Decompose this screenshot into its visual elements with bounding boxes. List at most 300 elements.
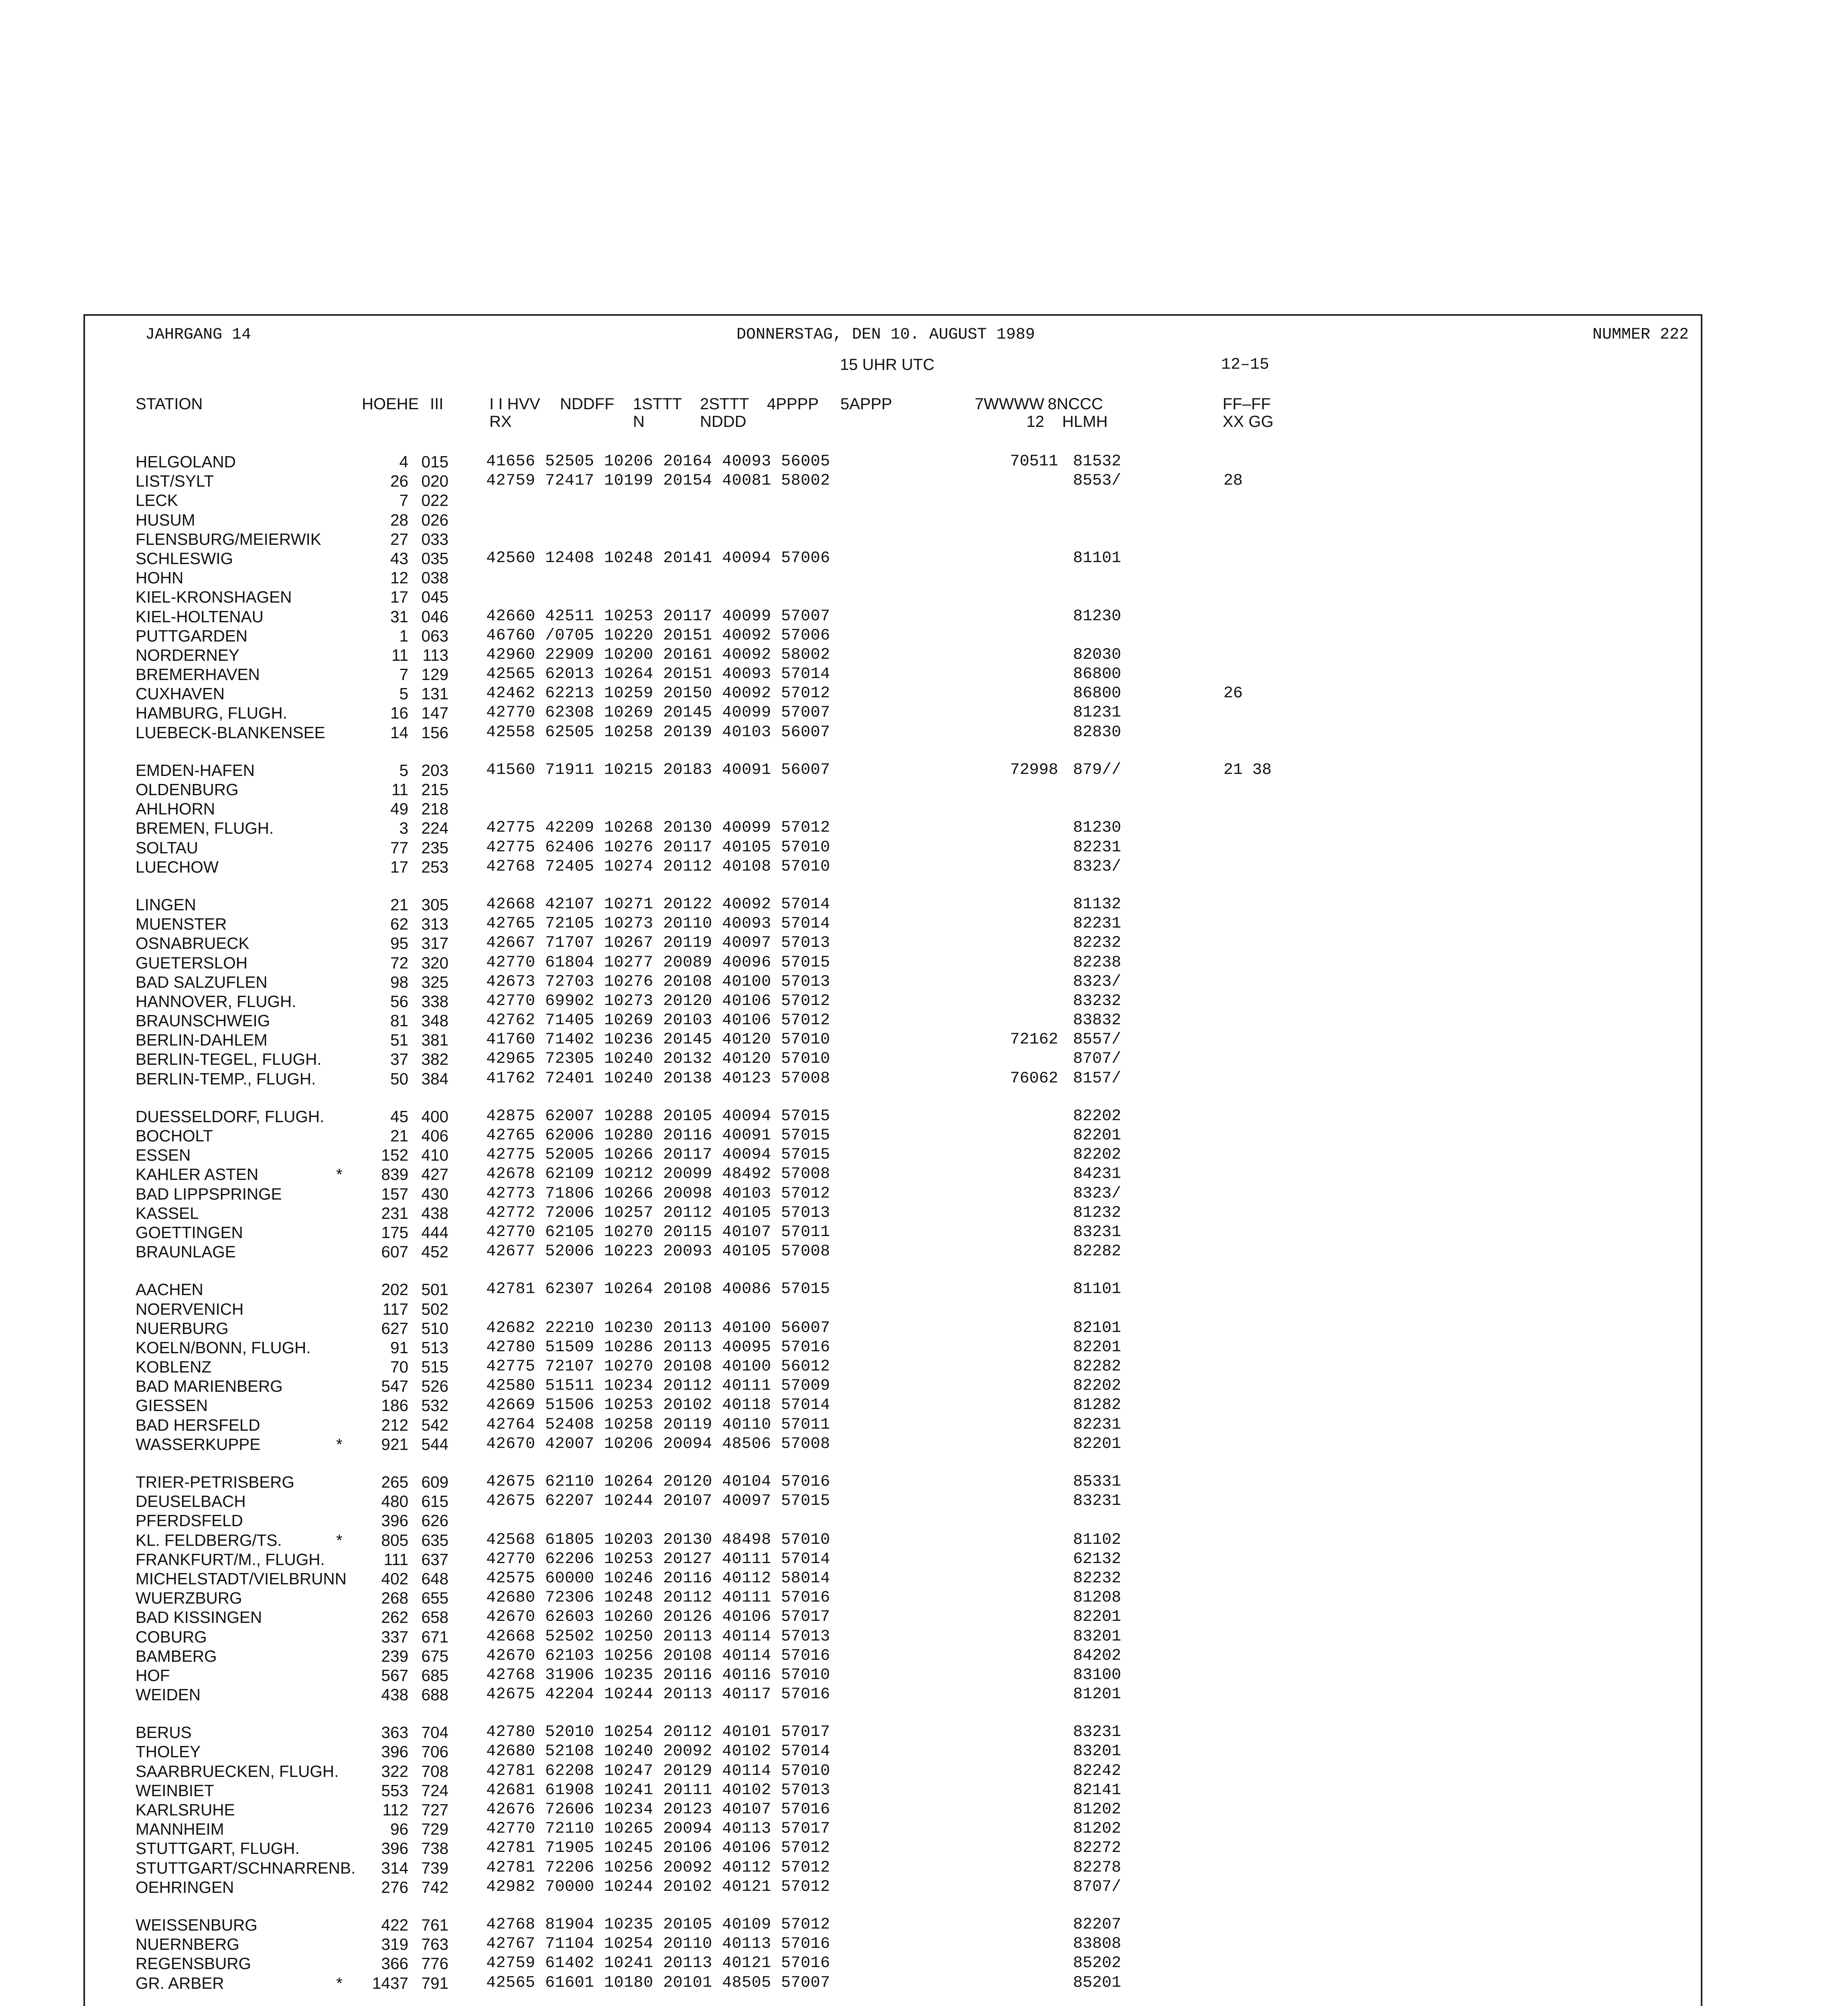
- station-height: 11: [391, 646, 408, 664]
- table-row: [136, 1050, 1299, 1069]
- table-row: [136, 530, 1299, 549]
- table-row: [136, 934, 1299, 953]
- station-id: 038: [421, 569, 448, 587]
- table-row: [136, 607, 1299, 626]
- station-height: 7: [399, 491, 408, 510]
- synop-groups: 42675 42204 10244 20113 40117 57016: [486, 1685, 830, 1704]
- synop-groups: 42772 72006 10257 20112 40105 57013: [486, 1204, 830, 1222]
- station-height: 72: [390, 953, 408, 972]
- station-name: BAD LIPPSPRINGE: [136, 1184, 282, 1203]
- cloud-code: 8707/: [1073, 1878, 1122, 1896]
- table-row: [136, 1011, 1299, 1030]
- station-group: [136, 1107, 1299, 1262]
- station-group: [136, 1472, 1299, 1704]
- station-group: [136, 1915, 1299, 1993]
- synop-groups: 42677 52006 10223 20093 40105 57008: [486, 1243, 830, 1261]
- station-height: 805: [381, 1531, 408, 1549]
- synop-groups: 42765 72105 10273 20110 40093 57014: [486, 915, 830, 933]
- synop-groups: 42960 22909 10200 20161 40092 58002: [486, 646, 830, 664]
- cloud-code: 83100: [1073, 1666, 1122, 1684]
- cloud-code: 83201: [1073, 1627, 1122, 1646]
- synop-groups: 42765 62006 10280 20116 40091 57015: [486, 1127, 830, 1145]
- table-row: [136, 1299, 1299, 1319]
- station-id: 655: [421, 1589, 448, 1608]
- synop-groups: 42764 52408 10258 20119 40110 57011: [486, 1415, 830, 1434]
- table-row: [136, 587, 1299, 607]
- cloud-code: 85202: [1073, 1954, 1122, 1973]
- table-row: [136, 799, 1299, 818]
- synop-groups: 42770 69902 10273 20120 40106 57012: [486, 992, 830, 1010]
- station-name: WEISSENBURG: [136, 1915, 258, 1934]
- station-name: KOELN/BONN, FLUGH.: [136, 1338, 311, 1357]
- table-row: [136, 1685, 1299, 1704]
- station-name: GOETTINGEN: [136, 1223, 243, 1242]
- station-height: 7: [399, 665, 408, 684]
- station-name: FLENSBURG/MEIERWIK: [136, 530, 321, 548]
- station-height: 112: [382, 1801, 408, 1819]
- cloud-code: 8157/: [1073, 1069, 1122, 1088]
- station-height: 16: [390, 704, 408, 723]
- table-row: [136, 1569, 1299, 1588]
- station-height: 262: [381, 1608, 408, 1627]
- cloud-code: 82207: [1073, 1915, 1122, 1934]
- col-group3: 1STTT N: [633, 395, 682, 430]
- station-height: 157: [381, 1184, 408, 1203]
- table-row: [136, 818, 1299, 838]
- station-name: BREMEN, FLUGH.: [136, 819, 274, 838]
- station-id: 513: [421, 1338, 448, 1357]
- station-height: 11: [391, 780, 408, 799]
- station-id: 215: [421, 780, 448, 799]
- wind-extra: 26: [1223, 684, 1243, 703]
- cloud-code: 83201: [1073, 1742, 1122, 1761]
- station-id: 763: [421, 1935, 448, 1954]
- station-name: LUECHOW: [136, 857, 219, 876]
- station-height: 4: [399, 453, 408, 471]
- cloud-code: 82232: [1073, 934, 1122, 952]
- station-name: WUERZBURG: [136, 1589, 242, 1608]
- station-name: SOLTAU: [136, 838, 199, 857]
- synop-groups: 42558 62505 10258 20139 40103 56007: [486, 723, 830, 741]
- station-id: 501: [421, 1280, 448, 1299]
- station-name: HOHN: [136, 569, 184, 587]
- station-id: 515: [421, 1358, 448, 1377]
- table-row: [136, 723, 1299, 742]
- station-id: 658: [421, 1608, 448, 1627]
- station-name: BAD KISSINGEN: [136, 1608, 262, 1627]
- cloud-code: 83231: [1073, 1723, 1122, 1742]
- station-id: 026: [421, 510, 448, 529]
- col-group6: 5APPP: [840, 395, 892, 413]
- station-id: 113: [422, 646, 448, 664]
- cloud-code: 82232: [1073, 1569, 1122, 1588]
- station-height: 438: [381, 1685, 408, 1704]
- station-name: DEUSELBACH: [136, 1492, 246, 1511]
- table-row: [136, 1762, 1299, 1781]
- date-label: DONNERSTAG, DEN 10. AUGUST 1989: [736, 326, 1035, 344]
- station-name: HAMBURG, FLUGH.: [136, 704, 288, 723]
- station-name: THOLEY: [136, 1742, 201, 1761]
- station-name: HUSUM: [136, 510, 195, 529]
- synop-groups: 42560 12408 10248 20141 40094 57006: [486, 549, 830, 567]
- col-group2: NDDFF: [560, 395, 615, 413]
- station-height: 480: [381, 1492, 408, 1511]
- station-name: BAMBERG: [136, 1647, 217, 1665]
- cloud-code: 82238: [1073, 953, 1122, 972]
- weather-code: 72162: [1010, 1031, 1058, 1049]
- synop-groups: 42781 62208 10247 20129 40114 57010: [486, 1762, 830, 1780]
- station-id: 338: [421, 992, 448, 1011]
- station-height: 45: [390, 1107, 408, 1126]
- station-id: 510: [421, 1319, 448, 1338]
- mountain-marker: *: [336, 1165, 343, 1184]
- synop-groups: 42768 31906 10235 20116 40116 57010: [486, 1666, 830, 1684]
- table-row: [136, 1242, 1299, 1261]
- issue-number: NUMMER 222: [1592, 326, 1689, 344]
- cloud-code: 81101: [1073, 549, 1122, 567]
- station-height: 627: [381, 1319, 408, 1338]
- synop-groups: 42673 72703 10276 20108 40100 57013: [486, 973, 830, 991]
- station-height: 921: [381, 1435, 408, 1454]
- station-name: GUETERSLOH: [136, 953, 248, 972]
- station-id: 675: [421, 1647, 448, 1665]
- table-row: [136, 1878, 1299, 1897]
- time-range-label: 12–15: [1221, 356, 1270, 374]
- station-name: DUESSELDORF, FLUGH.: [136, 1107, 325, 1126]
- synop-groups: 42875 62007 10288 20105 40094 57015: [486, 1107, 830, 1125]
- station-name: NOERVENICH: [136, 1299, 244, 1318]
- synop-groups: 42781 62307 10264 20108 40086 57015: [486, 1280, 830, 1299]
- synop-groups: 42678 62109 10212 20099 48492 57008: [486, 1165, 830, 1184]
- cloud-code: 82231: [1073, 838, 1122, 857]
- station-id: 022: [421, 491, 448, 510]
- synop-groups: 41560 71911 10215 20183 40091 56007: [486, 761, 830, 779]
- wind-extra: 28: [1223, 472, 1243, 490]
- table-row: [136, 992, 1299, 1011]
- cloud-code: 82282: [1073, 1358, 1122, 1376]
- station-height: 26: [390, 472, 408, 491]
- cloud-code: 82231: [1073, 915, 1122, 933]
- station-id: 444: [421, 1223, 448, 1242]
- table-row: [136, 549, 1299, 568]
- station-name: AACHEN: [136, 1280, 203, 1299]
- station-name: BERLIN-TEGEL, FLUGH.: [136, 1050, 322, 1069]
- station-name: HELGOLAND: [136, 453, 236, 471]
- station-id: 776: [421, 1954, 448, 1973]
- station-name: AHLHORN: [136, 800, 215, 818]
- table-row: [136, 452, 1299, 471]
- station-group: [136, 761, 1299, 877]
- station-height: 31: [390, 607, 408, 626]
- station-name: OLDENBURG: [136, 780, 239, 799]
- station-height: 337: [381, 1627, 408, 1646]
- cloud-code: 81208: [1073, 1589, 1122, 1607]
- station-id: 046: [421, 607, 448, 626]
- synop-groups: 42670 62103 10256 20108 40114 57016: [486, 1647, 830, 1665]
- station-name: NUERBURG: [136, 1319, 229, 1338]
- table-row: [136, 665, 1299, 684]
- synop-groups: 42680 72306 10248 20112 40111 57016: [486, 1589, 830, 1607]
- synop-groups: 42781 72206 10256 20092 40112 57012: [486, 1858, 830, 1877]
- synop-groups: 42759 61402 10241 20113 40121 57016: [486, 1954, 830, 1973]
- table-row: [136, 1954, 1299, 1973]
- station-height: 322: [381, 1762, 408, 1781]
- station-name: FRANKFURT/M., FLUGH.: [136, 1550, 325, 1569]
- cloud-code: 82278: [1073, 1858, 1122, 1877]
- table-row: [136, 1145, 1299, 1165]
- station-height: 268: [381, 1589, 408, 1608]
- table-row: [136, 1472, 1299, 1492]
- table-row: [136, 1627, 1299, 1647]
- cloud-code: 83231: [1073, 1492, 1122, 1511]
- station-height: 56: [390, 992, 408, 1011]
- table-row: [136, 973, 1299, 992]
- table-row: [136, 1280, 1299, 1299]
- station-name: REGENSBURG: [136, 1954, 252, 1973]
- station-id: 724: [421, 1781, 448, 1800]
- cloud-code: 82201: [1073, 1127, 1122, 1145]
- cloud-code: 81101: [1073, 1280, 1122, 1299]
- station-name: BRAUNSCHWEIG: [136, 1011, 270, 1030]
- cloud-code: 82201: [1073, 1338, 1122, 1356]
- table-row: [136, 1069, 1299, 1088]
- station-height: 422: [381, 1915, 408, 1934]
- station-name: KASSEL: [136, 1204, 199, 1222]
- station-id: 035: [421, 549, 448, 568]
- synop-groups: 42780 52010 10254 20112 40101 57017: [486, 1723, 830, 1742]
- station-height: 212: [381, 1415, 408, 1434]
- table-row: [136, 1800, 1299, 1819]
- synop-groups: 42675 62207 10244 20107 40097 57015: [486, 1492, 830, 1511]
- cloud-code: 81232: [1073, 1204, 1122, 1222]
- cloud-code: 82282: [1073, 1243, 1122, 1261]
- station-name: STUTTGART, FLUGH.: [136, 1839, 300, 1858]
- table-row: [136, 761, 1299, 780]
- station-height: 43: [390, 549, 408, 568]
- station-id: 729: [421, 1820, 448, 1839]
- table-row: [136, 1338, 1299, 1357]
- cloud-code: 8323/: [1073, 973, 1122, 991]
- station-id: 704: [421, 1723, 448, 1742]
- station-name: BRAUNLAGE: [136, 1243, 236, 1261]
- col-station: STATION: [136, 395, 203, 413]
- station-height: 152: [381, 1146, 408, 1165]
- station-group: [136, 895, 1299, 1088]
- station-name: BAD MARIENBERG: [136, 1377, 283, 1396]
- station-id: 738: [421, 1839, 448, 1858]
- station-group: [136, 452, 1299, 742]
- mountain-marker: *: [336, 1974, 343, 1992]
- synop-groups: 42676 72606 10234 20123 40107 57016: [486, 1801, 830, 1819]
- table-row: [136, 1165, 1299, 1184]
- col-group8: 8NCCC HLMH: [1048, 395, 1108, 430]
- synop-groups: 42768 72405 10274 20112 40108 57010: [486, 857, 830, 876]
- cloud-code: 81102: [1073, 1531, 1122, 1549]
- station-name: OEHRINGEN: [136, 1878, 234, 1896]
- synop-groups: 42768 81904 10235 20105 40109 57012: [486, 1915, 830, 1934]
- station-name: NUERNBERG: [136, 1935, 239, 1954]
- synop-groups: 42669 51506 10253 20102 40118 57014: [486, 1396, 830, 1415]
- station-height: 91: [390, 1338, 408, 1357]
- station-id: 648: [421, 1569, 448, 1588]
- cloud-code: 85331: [1073, 1473, 1122, 1491]
- station-name: KOBLENZ: [136, 1358, 212, 1377]
- station-id: 452: [421, 1243, 448, 1261]
- table-row: [136, 1184, 1299, 1204]
- synop-groups: 42770 72110 10265 20094 40113 57017: [486, 1820, 830, 1838]
- station-height: 553: [381, 1781, 408, 1800]
- station-height: 17: [390, 588, 408, 607]
- table-row: [136, 1742, 1299, 1761]
- station-id: 203: [421, 761, 448, 780]
- synop-groups: 42781 71905 10245 20106 40106 57012: [486, 1839, 830, 1858]
- station-name: BAD SALZUFLEN: [136, 973, 268, 991]
- synop-groups: 41656 52505 10206 20164 40093 56005: [486, 453, 830, 471]
- table-row: [136, 1550, 1299, 1569]
- station-height: 366: [381, 1954, 408, 1973]
- station-height: 62: [390, 915, 408, 934]
- station-name: BERLIN-DAHLEM: [136, 1031, 268, 1050]
- station-name: LIST/SYLT: [136, 472, 214, 491]
- cloud-code: 81231: [1073, 704, 1122, 722]
- station-id: 235: [421, 838, 448, 857]
- station-name: WEIDEN: [136, 1685, 201, 1704]
- station-name: KARLSRUHE: [136, 1801, 235, 1819]
- table-row: [136, 1357, 1299, 1377]
- weather-code: 72998: [1010, 761, 1058, 779]
- table-row: [136, 646, 1299, 665]
- table-row: [136, 838, 1299, 857]
- station-height: 5: [399, 684, 408, 703]
- synop-groups: 42580 51511 10234 20112 40111 57009: [486, 1377, 830, 1395]
- station-id: 532: [421, 1396, 448, 1415]
- station-name: PFERDSFELD: [136, 1511, 243, 1530]
- station-id: 427: [421, 1165, 448, 1184]
- station-height: 276: [381, 1878, 408, 1896]
- table-row: [136, 684, 1299, 703]
- station-name: SAARBRUECKEN, FLUGH.: [136, 1762, 339, 1781]
- table-row: [136, 1858, 1299, 1878]
- table-row: [136, 1377, 1299, 1396]
- table-row: [136, 1819, 1299, 1839]
- station-height: 21: [390, 1127, 408, 1145]
- station-name: BERUS: [136, 1723, 192, 1742]
- synop-groups: 42670 42007 10206 20094 48506 57008: [486, 1435, 830, 1453]
- table-row: [136, 1415, 1299, 1435]
- station-name: LUEBECK-BLANKENSEE: [136, 723, 325, 742]
- station-id: 382: [421, 1050, 448, 1069]
- station-id: 761: [421, 1915, 448, 1934]
- station-name: NORDERNEY: [136, 646, 239, 664]
- station-id: 706: [421, 1742, 448, 1761]
- synop-groups: 42681 61908 10241 20111 40102 57013: [486, 1781, 830, 1799]
- station-id: 430: [421, 1184, 448, 1203]
- cloud-code: 8323/: [1073, 1184, 1122, 1203]
- table-row: [136, 914, 1299, 934]
- weather-code: 70511: [1010, 453, 1058, 471]
- station-height: 239: [381, 1647, 408, 1665]
- station-id: 317: [421, 934, 448, 953]
- station-table: [136, 452, 1299, 2006]
- station-id: 609: [421, 1473, 448, 1491]
- col-group1: I I HVV RX: [489, 395, 540, 430]
- col-group7: 7WWWW 12: [975, 395, 1045, 430]
- station-height: 49: [390, 800, 408, 818]
- station-height: 231: [381, 1204, 408, 1222]
- time-utc-label: 15 UHR UTC: [840, 356, 935, 374]
- cloud-code: 879//: [1073, 761, 1122, 779]
- station-id: 147: [421, 704, 448, 723]
- station-id: 626: [421, 1511, 448, 1530]
- station-id: 708: [421, 1762, 448, 1781]
- station-name: STUTTGART/SCHNARRENB.: [136, 1858, 356, 1877]
- station-name: BERLIN-TEMP., FLUGH.: [136, 1069, 316, 1088]
- synop-groups: 42982 70000 10244 20102 40121 57012: [486, 1878, 830, 1896]
- synop-groups: 42668 42107 10271 20122 40092 57014: [486, 895, 830, 914]
- cloud-code: 82242: [1073, 1762, 1122, 1780]
- station-id: 727: [421, 1801, 448, 1819]
- table-row: [136, 1839, 1299, 1858]
- table-row: [136, 1666, 1299, 1685]
- table-row: [136, 1781, 1299, 1800]
- station-height: 396: [381, 1742, 408, 1761]
- station-name: BAD HERSFELD: [136, 1415, 260, 1434]
- table-row: [136, 1915, 1299, 1935]
- station-height: 77: [390, 838, 408, 857]
- station-id: 685: [421, 1666, 448, 1685]
- table-row: [136, 1204, 1299, 1223]
- station-name: HOF: [136, 1666, 170, 1685]
- station-height: 95: [390, 934, 408, 953]
- table-row: [136, 1030, 1299, 1050]
- station-name: WEINBIET: [136, 1781, 214, 1800]
- station-id: 218: [421, 800, 448, 818]
- station-id: 410: [421, 1146, 448, 1165]
- synop-groups: 42773 71806 10266 20098 40103 57012: [486, 1184, 830, 1203]
- station-height: 96: [390, 1820, 408, 1839]
- synop-groups: 42565 62013 10264 20151 40093 57014: [486, 665, 830, 684]
- station-height: 547: [381, 1377, 408, 1396]
- station-height: 1: [399, 626, 408, 645]
- station-name: COBURG: [136, 1627, 207, 1646]
- station-id: 253: [421, 857, 448, 876]
- cloud-code: 82101: [1073, 1319, 1122, 1337]
- synop-groups: 42770 61804 10277 20089 40096 57015: [486, 953, 830, 972]
- station-name: KIEL-KRONSHAGEN: [136, 588, 292, 607]
- station-height: 567: [381, 1666, 408, 1685]
- station-height: 314: [381, 1858, 408, 1877]
- synop-groups: 42668 52502 10250 20113 40114 57013: [486, 1627, 830, 1646]
- table-row: [136, 1608, 1299, 1627]
- table-row: [136, 1935, 1299, 1954]
- station-id: 544: [421, 1435, 448, 1454]
- station-id: 384: [421, 1069, 448, 1088]
- synop-groups: 42775 52005 10266 20117 40094 57015: [486, 1146, 830, 1164]
- table-row: [136, 1647, 1299, 1666]
- synop-groups: 42680 52108 10240 20092 40102 57014: [486, 1742, 830, 1761]
- cloud-code: 82202: [1073, 1377, 1122, 1395]
- station-height: 111: [383, 1550, 408, 1569]
- cloud-code: 82202: [1073, 1146, 1122, 1164]
- station-name: MICHELSTADT/VIELBRUNN: [136, 1569, 347, 1588]
- synop-groups: 42770 62206 10253 20127 40111 57014: [486, 1550, 830, 1568]
- table-row: [136, 703, 1299, 723]
- cloud-code: 83832: [1073, 1011, 1122, 1030]
- station-height: 607: [381, 1243, 408, 1261]
- synop-groups: 42965 72305 10240 20132 40120 57010: [486, 1050, 830, 1068]
- synop-groups: 42780 51509 10286 20113 40095 57016: [486, 1338, 830, 1356]
- table-row: [136, 1319, 1299, 1338]
